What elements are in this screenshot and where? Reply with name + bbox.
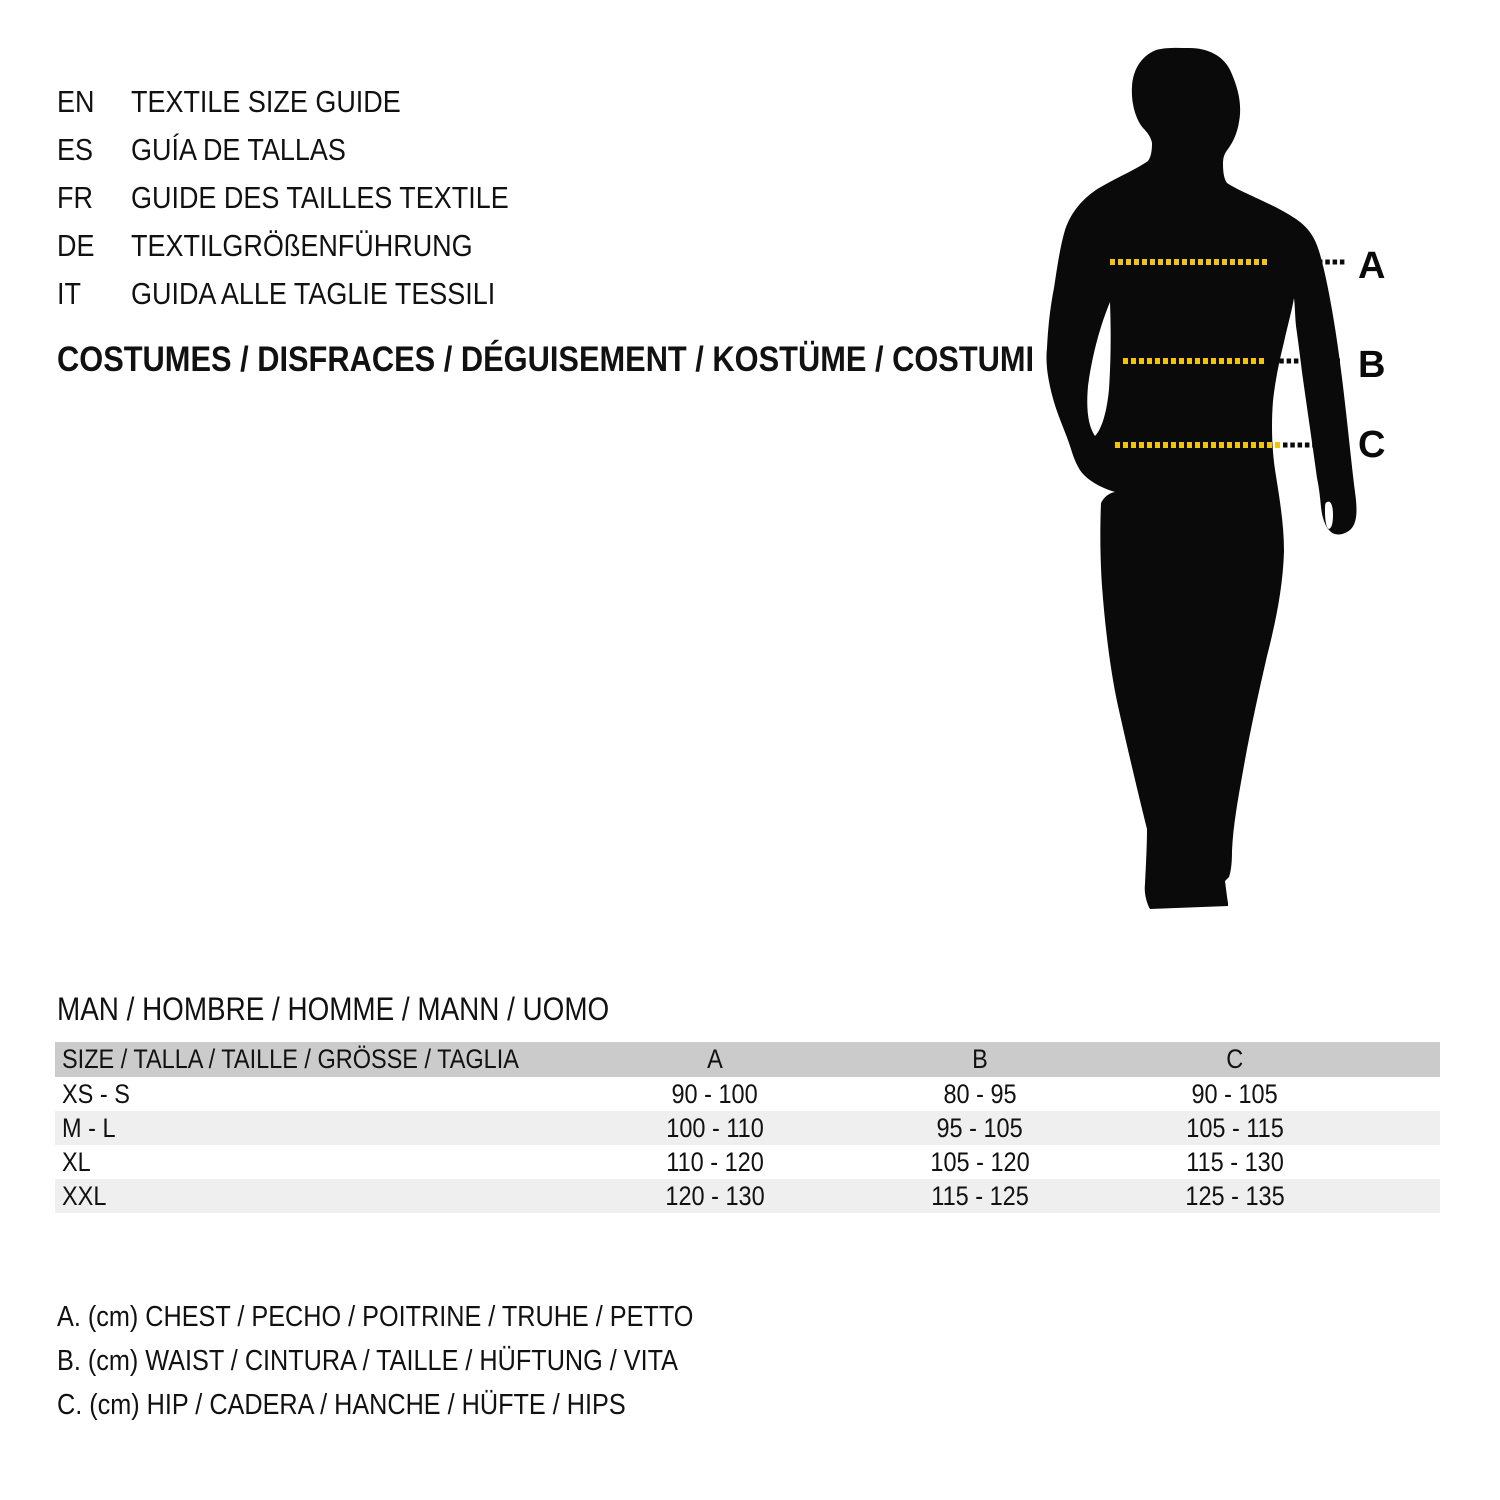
language-code: DE [57, 228, 95, 263]
size-table-row [55, 1179, 1440, 1213]
cell-c: 115 - 130 [1186, 1146, 1284, 1177]
header-cell-size: SIZE / TALLA / TAILLE / GRÖSSE / TAGLIA [62, 1044, 519, 1074]
category-title: COSTUMES / DISFRACES / DÉGUISEMENT / KOSTÜME / COSTUMI [57, 340, 1035, 379]
header-cell-b: B [972, 1044, 988, 1074]
marker-b-label: B [1358, 344, 1386, 386]
marker-c-label: C [1358, 424, 1386, 466]
language-row [57, 270, 565, 318]
cell-c: 125 - 135 [1185, 1180, 1285, 1211]
cell-a: 110 - 120 [666, 1146, 764, 1177]
cell-size: XL [62, 1146, 91, 1177]
language-label: TEXTILGRÖßENFÜHRUNG [131, 228, 473, 263]
legend-line-a: A. (cm) CHEST / PECHO / POITRINE / TRUHE / PETTO [57, 1301, 694, 1333]
header-cell-a: A [707, 1044, 723, 1074]
language-label: GUIDE DES TAILLES TEXTILE [131, 180, 509, 215]
language-row [57, 126, 565, 174]
cell-c: 105 - 115 [1186, 1112, 1284, 1143]
language-label: TEXTILE SIZE GUIDE [131, 84, 401, 119]
language-row [57, 78, 565, 126]
size-table-row [55, 1111, 1440, 1145]
size-table-row [55, 1145, 1440, 1179]
size-table-row [55, 1077, 1440, 1111]
measurement-legend [57, 1295, 789, 1427]
language-code: IT [57, 276, 81, 311]
language-row [57, 174, 565, 222]
language-list [57, 78, 565, 318]
header-cell-c: C [1226, 1044, 1244, 1074]
cell-b: 80 - 95 [943, 1078, 1017, 1109]
marker-a-label: A [1358, 245, 1386, 287]
cell-size: XS - S [62, 1078, 130, 1109]
cell-a: 90 - 100 [671, 1078, 759, 1109]
legend-line-b: B. (cm) WAIST / CINTURA / TAILLE / HÜFTUNG / VITA [57, 1345, 679, 1377]
cell-b: 115 - 125 [931, 1180, 1029, 1211]
size-table-header [55, 1042, 1440, 1077]
language-code: ES [57, 132, 93, 167]
man-silhouette-figure [1000, 40, 1400, 920]
size-table [55, 1042, 1440, 1213]
cell-b: 105 - 120 [930, 1146, 1030, 1177]
language-label: GUIDA ALLE TAGLIE TESSILI [131, 276, 496, 311]
language-code: FR [57, 180, 93, 215]
cell-a: 100 - 110 [666, 1112, 764, 1143]
legend-line-c: C. (cm) HIP / CADERA / HANCHE / HÜFTE / HIPS [57, 1389, 626, 1421]
cell-size: XXL [62, 1180, 107, 1211]
section-title-man: MAN / HOMBRE / HOMME / MANN / UOMO [57, 991, 610, 1027]
cell-a: 120 - 130 [665, 1180, 765, 1211]
cell-b: 95 - 105 [936, 1112, 1024, 1143]
cell-size: M - L [62, 1112, 116, 1143]
language-label: GUÍA DE TALLAS [131, 132, 346, 167]
man-silhouette [1046, 48, 1356, 909]
language-row [57, 222, 565, 270]
cell-c: 90 - 105 [1191, 1078, 1279, 1109]
language-code: EN [57, 84, 95, 119]
